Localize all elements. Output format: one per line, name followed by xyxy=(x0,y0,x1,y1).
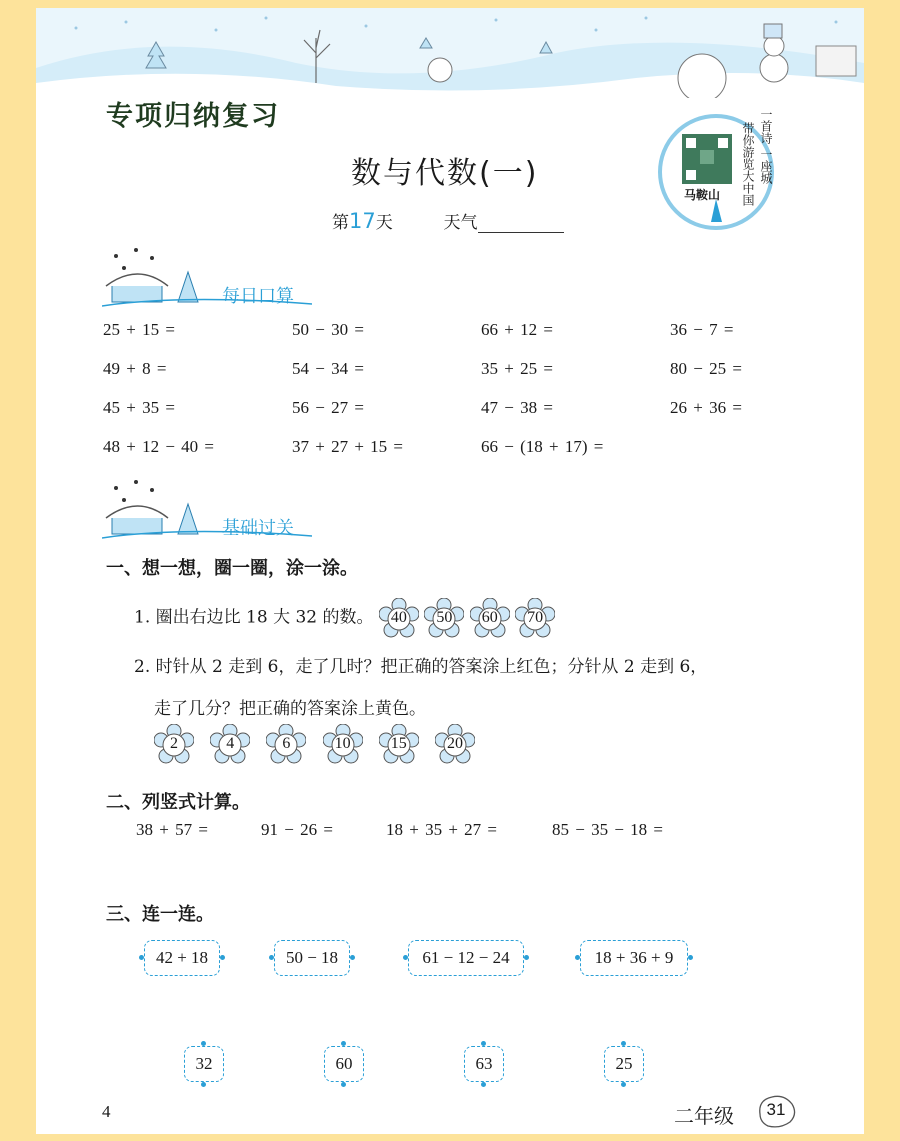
q2-heading: 二、列竖式计算。 xyxy=(106,792,250,813)
calc-r1c2: 50 − 30 = xyxy=(292,320,364,339)
calc-r4c3: 66 − (18 + 17) = xyxy=(481,437,604,456)
calc-r3c1: 45 + 35 = xyxy=(103,398,175,417)
section-title: 专项归纳复习 xyxy=(106,101,280,132)
calc-r1c1: 25 + 15 = xyxy=(103,320,175,339)
flower-option[interactable]: 10 xyxy=(323,724,363,764)
page-number: 31 xyxy=(766,1100,786,1119)
calc-r3c4: 26 + 36 = xyxy=(670,398,742,417)
flower-option[interactable]: 60 xyxy=(470,598,510,638)
flower-option[interactable]: 70 xyxy=(515,598,555,638)
worksheet-page xyxy=(36,8,864,1134)
qr-code-block xyxy=(656,104,798,242)
match-expression-2[interactable]: 50 − 18 xyxy=(274,940,350,976)
qr-poem-2: 带你游览大中国 xyxy=(741,122,755,206)
match-answer-2[interactable]: 60 xyxy=(324,1046,364,1082)
calc-r2c4: 80 − 25 = xyxy=(670,359,742,378)
daily-calc-header xyxy=(102,244,312,308)
calc-r2c3: 35 + 25 = xyxy=(481,359,553,378)
q2-problem-1: 38 + 57 = xyxy=(136,820,208,839)
q3-heading: 三、连一连。 xyxy=(106,904,214,925)
qr-poem-1: 一首诗 一座城 xyxy=(759,108,773,184)
basics-header xyxy=(102,476,312,540)
page-number-badge xyxy=(754,1092,798,1130)
q1-item1-text: 1. 圈出右边比 18 大 32 的数。 xyxy=(134,607,374,628)
calc-r1c4: 36 − 7 = xyxy=(670,320,734,339)
winter-banner-illustration xyxy=(36,8,864,98)
flower-option[interactable]: 2 xyxy=(154,724,194,764)
flower-option[interactable]: 20 xyxy=(435,724,475,764)
basics-label: 基础过关 xyxy=(222,518,294,539)
q1-item2-line1: 2. 时针从 2 走到 6，走了几时？把正确的答案涂上红色；分针从 2 走到 6， xyxy=(134,657,708,677)
q1-item1 xyxy=(134,598,555,638)
qr-decoration-icon xyxy=(656,104,798,242)
footer-left-number: 4 xyxy=(102,1102,111,1121)
q1-item2-line2: 走了几分？把正确的答案涂上黄色。 xyxy=(154,699,426,719)
q1-heading: 一、想一想，圈一圈，涂一涂。 xyxy=(106,558,358,579)
daily-calc-label: 每日口算 xyxy=(222,286,294,307)
match-expression-1[interactable]: 42 + 18 xyxy=(144,940,220,976)
flower-option[interactable]: 50 xyxy=(424,598,464,638)
footer-grade: 二年级 xyxy=(674,1104,734,1128)
calc-r4c2: 37 + 27 + 15 = xyxy=(292,437,404,456)
day-prefix: 第 xyxy=(332,213,349,233)
day-number: 17 xyxy=(349,209,376,233)
q2-problem-2: 91 − 26 = xyxy=(261,820,333,839)
match-answer-4[interactable]: 25 xyxy=(604,1046,644,1082)
flower-option[interactable]: 40 xyxy=(379,598,419,638)
flower-option[interactable]: 4 xyxy=(210,724,250,764)
calc-r2c2: 54 − 34 = xyxy=(292,359,364,378)
flower-option[interactable]: 15 xyxy=(379,724,419,764)
weather-label: 天气 xyxy=(443,213,478,233)
calc-r2c1: 49 + 8 = xyxy=(103,359,167,378)
flower-option[interactable]: 6 xyxy=(266,724,306,764)
match-expression-4[interactable]: 18 + 36 + 9 xyxy=(580,940,688,976)
calc-r3c3: 47 − 38 = xyxy=(481,398,553,417)
q2-problem-3: 18 + 35 + 27 = xyxy=(386,820,498,839)
weather-blank xyxy=(478,214,564,233)
calc-r4c1: 48 + 12 − 40 = xyxy=(103,437,215,456)
q2-problem-4: 85 − 35 − 18 = xyxy=(552,820,664,839)
match-answer-3[interactable]: 63 xyxy=(464,1046,504,1082)
match-answer-1[interactable]: 32 xyxy=(184,1046,224,1082)
day-suffix: 天 xyxy=(375,213,393,233)
calc-r1c3: 66 + 12 = xyxy=(481,320,553,339)
day-line xyxy=(332,208,564,233)
page-title: 数与代数(一) xyxy=(351,156,539,191)
qr-city: 马鞍山 xyxy=(684,188,721,202)
q1-item2-options xyxy=(154,724,475,764)
match-expression-3[interactable]: 61 − 12 − 24 xyxy=(408,940,524,976)
calc-r3c2: 56 − 27 = xyxy=(292,398,364,417)
